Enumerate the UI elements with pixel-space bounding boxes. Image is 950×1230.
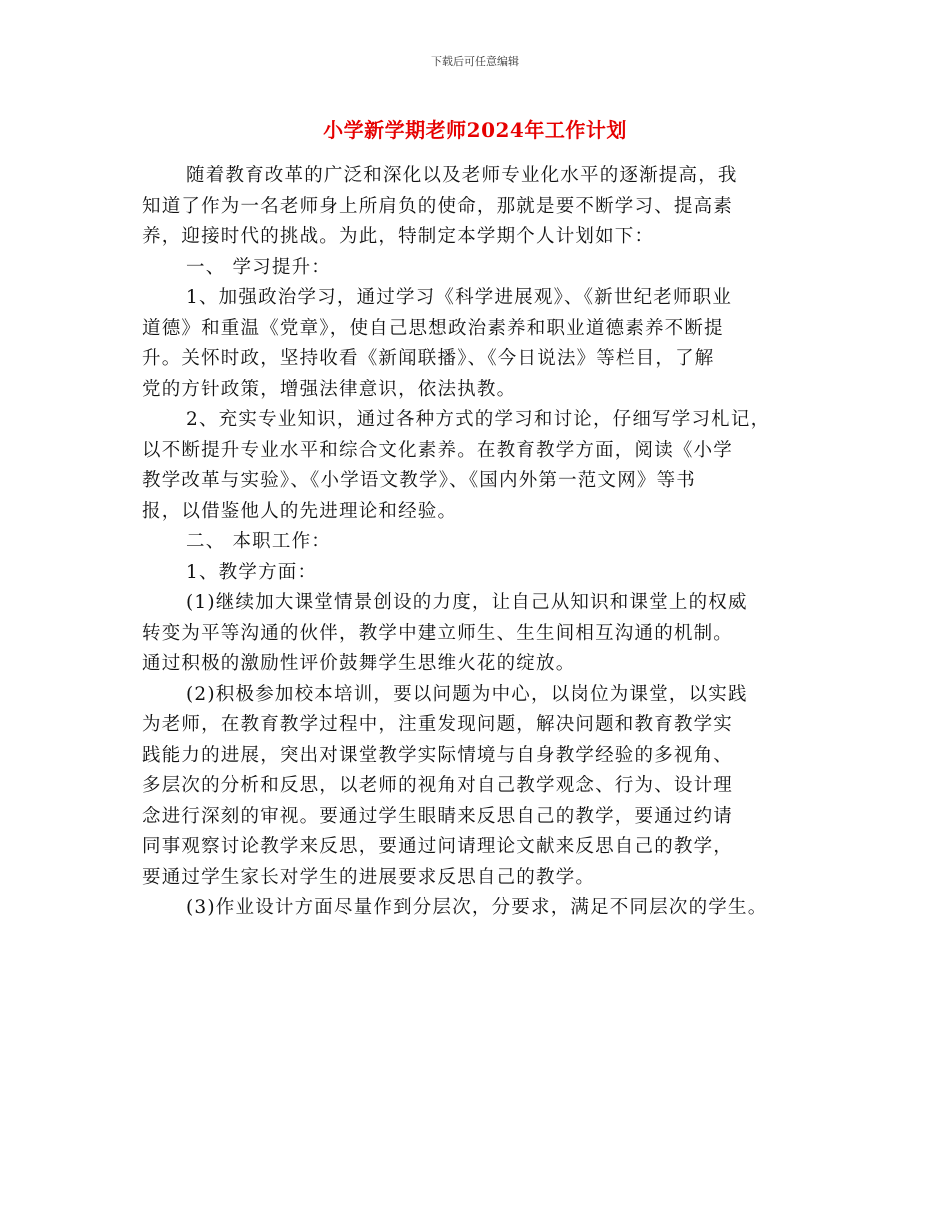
text-line: 道德》和重温《党章》，使自己思想政治素养和职业道德素养不断提 (142, 317, 724, 339)
text-line: 党的方针政策，增强法律意识，依法执教。 (142, 378, 517, 400)
text-line: 以不断提升专业水平和综合文化素养。在教育教学方面，阅读《小学 (142, 439, 734, 461)
header-note: 下载后可任意编辑 (431, 55, 519, 68)
section-heading: 一、 学习提升： (186, 256, 331, 278)
document-title: 小学新学期老师2024年工作计划 (323, 118, 627, 142)
text-line: 1、加强政治学习，通过学习《科学进展观》、《新世纪老师职业 (186, 287, 733, 308)
text-line: 念进行深刻的审视。要通过学生眼睛来反思自己的教学，要通过约请 (142, 805, 734, 827)
text-line: 同事观察讨论教学来反思，要通过问请理论文献来反思自己的教学， (142, 836, 734, 857)
text-line: 转变为平等沟通的伙伴，教学中建立师生、生生间相互沟通的机制。 (142, 622, 734, 644)
text-line: 升。关怀时政，坚持收看《新闻联播》、《今日说法》等栏目，了解 (142, 348, 715, 369)
text-line: 践能力的进展，突出对课堂教学实际情境与自身教学经验的多视角、 (142, 744, 734, 766)
section-heading: 二、 本职工作： (186, 531, 331, 552)
text-line: 要通过学生家长对学生的进展要求反思自己的教学。 (142, 866, 596, 888)
text-line: 随着教育改革的广泛和深化以及老师专业化水平的逐渐提高，我 (186, 165, 738, 186)
text-line: 多层次的分析和反思，以老师的视角对自己教学观念、行为、设计理 (142, 775, 734, 796)
text-line: 报，以借鉴他人的先进理论和经验。 (142, 500, 458, 522)
text-line: (1)继续加大课堂情景创设的力度，让自己从知识和课堂上的权威 (186, 592, 748, 613)
document-body (142, 161, 842, 924)
text-line: (3)作业设计方面尽量作到分层次，分要求，满足不同层次的学生。 (186, 897, 768, 918)
text-line: 养，迎接时代的挑战。为此，特制定本学期个人计划如下： (142, 226, 655, 247)
text-line: 为老师，在教育教学过程中，注重发现问题，解决问题和教育教学实 (142, 714, 734, 735)
subsection-heading: 1、教学方面： (186, 561, 318, 583)
text-line: 通过积极的激励性评价鼓舞学生思维火花的绽放。 (142, 653, 576, 674)
text-line: 知道了作为一名老师身上所肩负的使命，那就是要不断学习、提高素 (142, 195, 734, 217)
text-line: 教学改革与实验》、《小学语文教学》、《国内外第一范文网》等书 (142, 470, 697, 491)
text-line: (2)积极参加校本培训，要以问题为中心，以岗位为课堂，以实践 (186, 683, 748, 705)
text-line: 2、充实专业知识，通过各种方式的学习和讨论，仔细写学习札记， (186, 409, 771, 430)
